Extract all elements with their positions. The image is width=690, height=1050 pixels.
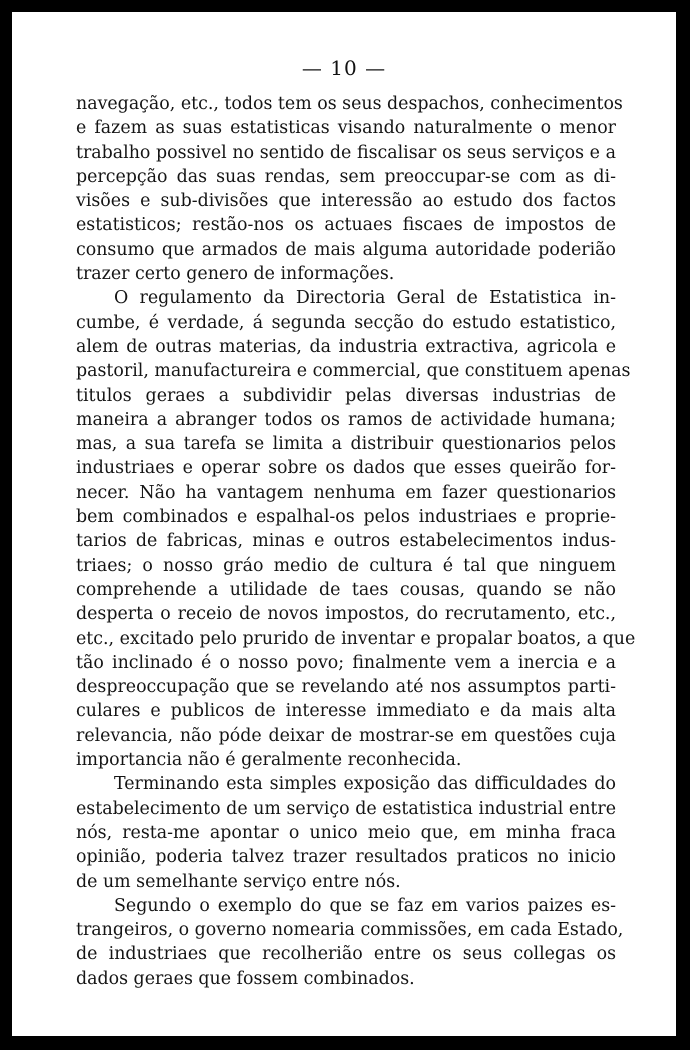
text-line: triaes; o nosso gráo medio de cultura é tal que ninguem [76, 555, 616, 576]
text-line: opinião, poderia talvez trazer resultados praticos no inicio [76, 847, 616, 868]
text-line: industriaes e operar sobre os dados que esses queirão for- [76, 458, 616, 479]
text-line: e fazem as suas estatisticas visando naturalmente o menor [76, 118, 616, 139]
page-number: — 10 — [301, 56, 387, 80]
text-line: de industriaes que recolherião entre os seus collegas os [76, 944, 616, 965]
book-page [12, 12, 676, 1036]
text-line: trabalho possivel no sentido de fiscalisar os seus serviços e a [76, 142, 616, 163]
text-line: comprehende a utilidade de taes cousas, quando se não [76, 579, 616, 600]
text-line: Terminando esta simples exposição das difficuldades do [114, 774, 616, 795]
text-line: Segundo o exemplo do que se faz em varios paizes es- [114, 895, 616, 916]
text-line: percepção das suas rendas, sem preoccupar-se com as di- [76, 166, 616, 187]
text-line: bem combinados e espalhal-os pelos industriaes e proprie- [76, 507, 616, 528]
text-line: de um semelhante serviço entre nós. [76, 871, 401, 892]
text-line: desperta o receio de novos impostos, do recrutamento, etc., [76, 604, 616, 625]
text-line: visões e sub-divisões que interessão ao estudo dos factos [76, 191, 616, 212]
text-line: nós, resta-me apontar o unico meio que, em minha fraca [76, 822, 616, 843]
text-line: alem de outras materias, da industria extractiva, agricola e [76, 336, 616, 357]
text-line: relevancia, não póde deixar de mostrar-se em questões cuja [76, 725, 616, 746]
text-line: pastoril, manufactureira e commercial, que constituem apenas [76, 361, 631, 382]
paragraph [76, 772, 616, 893]
text-line: despreoccupação que se revelando até nos assumptos parti- [76, 677, 616, 698]
text-line: estabelecimento de um serviço de estatistica industrial entre [76, 798, 616, 819]
text-line: etc., excitado pelo prurido de inventar e propalar boatos, a que [76, 628, 636, 649]
text-line: tarios de fabricas, minas e outros estabelecimentos indus- [76, 531, 616, 552]
paragraph [76, 286, 636, 772]
text-line: O regulamento da Directoria Geral de Estatistica in- [114, 288, 616, 309]
text-line: maneira a abranger todos os ramos de actividade humana; [76, 409, 616, 430]
paragraph [76, 894, 624, 991]
text-line: estatisticos; restão-nos os actuaes fiscaes de impostos de [76, 215, 616, 236]
text-line: trazer certo genero de informações. [76, 264, 395, 285]
paragraph [76, 92, 623, 286]
text-line: culares e publicos de interesse immediato e da mais alta [76, 701, 616, 722]
text-line: importancia não é geralmente reconhecida. [76, 750, 462, 771]
text-line: tão inclinado é o nosso povo; finalmente vem a inercia e a [76, 652, 616, 673]
text-line: necer. Não ha vantagem nenhuma em fazer questionarios [76, 482, 616, 503]
text-line: consumo que armados de mais alguma autoridade poderião [76, 239, 616, 260]
text-line: titulos geraes a subdividir pelas diversas industrias de [76, 385, 616, 406]
text-line: mas, a sua tarefa se limita a distribuir questionarios pelos [76, 434, 616, 455]
body-text [76, 92, 636, 991]
text-line: trangeiros, o governo nomearia commissões, em cada Estado, [76, 920, 624, 941]
text-line: navegação, etc., todos tem os seus despachos, conhecimentos [76, 94, 623, 114]
text-line: cumbe, é verdade, á segunda secção do estudo estatistico, [76, 312, 616, 333]
text-line: dados geraes que fossem combinados. [76, 968, 415, 989]
